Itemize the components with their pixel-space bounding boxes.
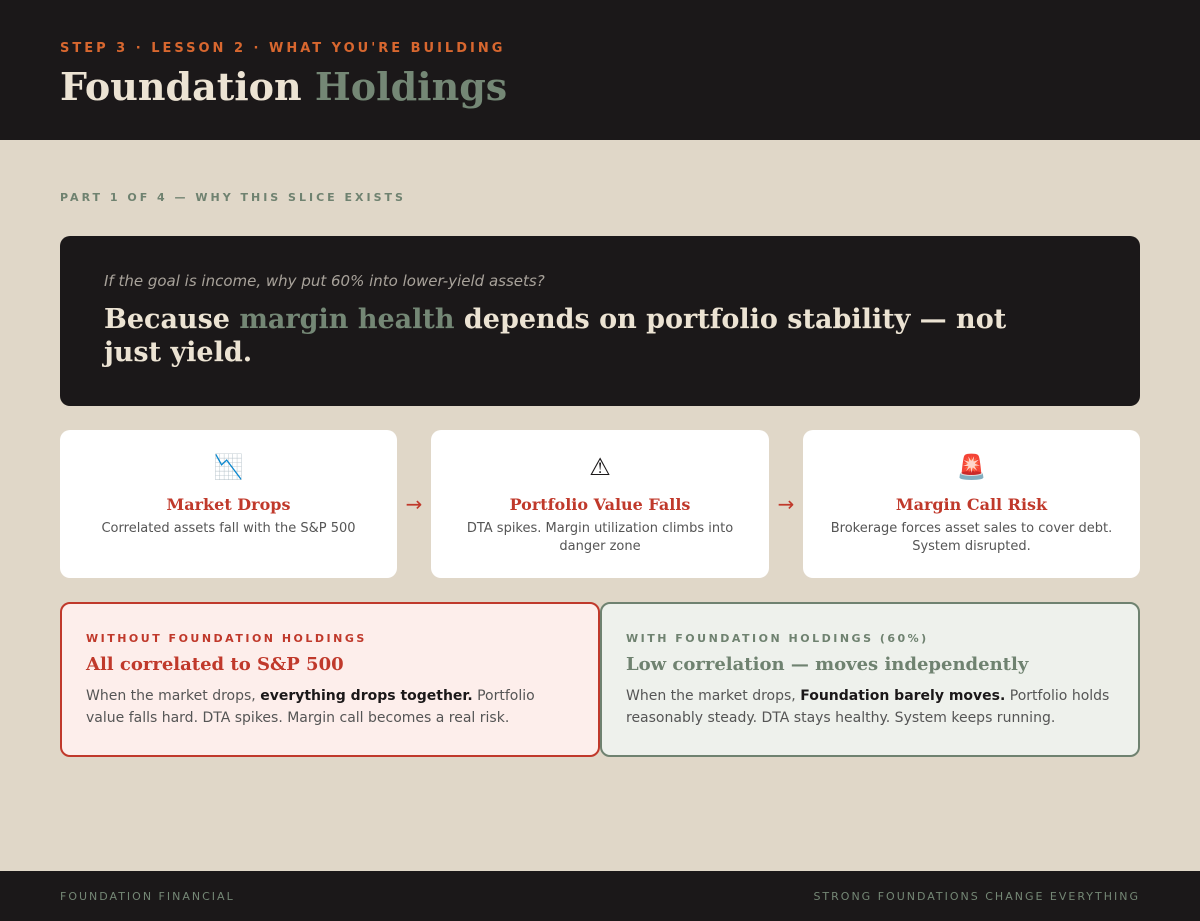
panel-label: WITH FOUNDATION HOLDINGS (60%) [626, 632, 929, 645]
answer-pre: Because [104, 304, 230, 335]
step-description: Correlated assets fall with the S&P 500 [101, 521, 356, 536]
key-question-card [60, 236, 1140, 406]
step-title: Market Drops [166, 495, 291, 514]
answer-accent: margin health [239, 304, 455, 335]
step-card-margin-call-risk [803, 430, 1140, 578]
alarm-light-icon: 🚨 [956, 453, 987, 481]
step-card-market-drops [60, 430, 397, 578]
step-title: Portfolio Value Falls [509, 495, 691, 514]
body-pre: When the market drops, [626, 688, 796, 704]
warning-icon: ⚠ [589, 453, 611, 481]
footer-brand: FOUNDATION FINANCIAL [60, 890, 235, 903]
body-bold: Foundation barely moves. [800, 688, 1006, 704]
body-pre: When the market drops, [86, 688, 256, 704]
key-answer [104, 303, 1064, 369]
without-foundation-panel [60, 602, 600, 757]
arrow-right-icon: → [405, 492, 423, 516]
lesson-eyebrow: STEP 3 · LESSON 2 · WHAT YOU'RE BUILDING [60, 41, 506, 56]
with-foundation-panel [600, 602, 1140, 757]
panel-title: All correlated to S&P 500 [86, 654, 344, 675]
step-description: Brokerage forces asset sales to cover debt. System disrupted. [830, 521, 1113, 554]
title-accent: Holdings [314, 64, 508, 109]
panel-title: Low correlation — moves independently [626, 654, 1029, 675]
page-header [0, 0, 1200, 140]
chart-decreasing-icon: 📉 [213, 453, 244, 481]
footer-tagline: STRONG FOUNDATIONS CHANGE EVERYTHING [813, 890, 1140, 903]
page-title [60, 64, 507, 109]
answer-post: depends on portfolio stability — not just yield. [104, 304, 1007, 368]
panel-label: WITHOUT FOUNDATION HOLDINGS [86, 632, 367, 645]
panel-body [626, 685, 1116, 729]
arrow-right-icon: → [777, 492, 795, 516]
body-bold: everything drops together. [260, 688, 473, 704]
section-label: PART 1 OF 4 — WHY THIS SLICE EXISTS [60, 191, 406, 204]
page-footer [0, 871, 1200, 921]
body-post: Portfolio holds reasonably steady. DTA stays healthy. System keeps running. [626, 688, 1110, 726]
step-description: DTA spikes. Margin utilization climbs into danger zone [466, 521, 734, 554]
title-main: Foundation [60, 64, 302, 109]
key-question: If the goal is income, why put 60% into lower-yield assets? [104, 272, 545, 290]
step-title: Margin Call Risk [895, 495, 1048, 514]
panel-body [86, 685, 576, 729]
body-post: Portfolio value falls hard. DTA spikes. Margin call becomes a real risk. [86, 688, 535, 726]
step-card-portfolio-value-falls [431, 430, 769, 578]
